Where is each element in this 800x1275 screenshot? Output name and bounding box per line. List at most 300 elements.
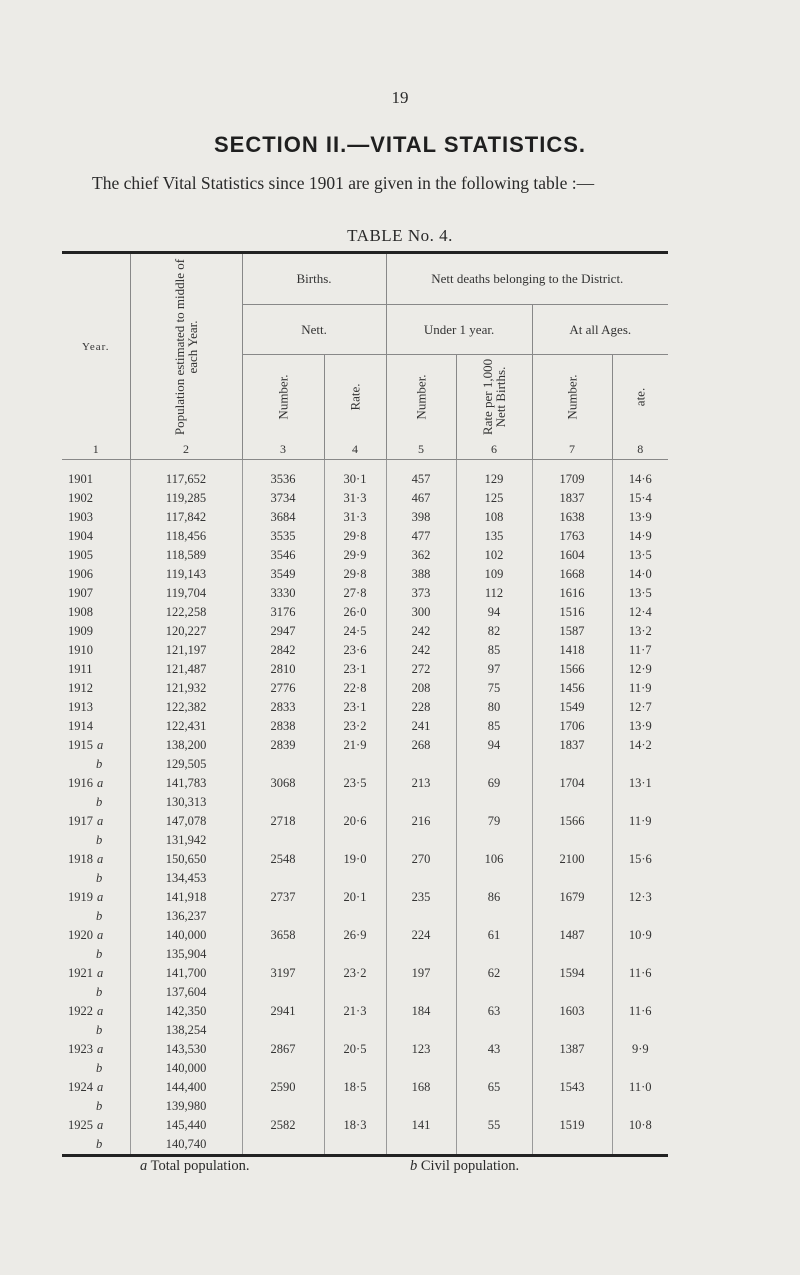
cell-population: 117,842 xyxy=(130,508,242,527)
cell-population: 119,285 xyxy=(130,489,242,508)
year-value: 1903 xyxy=(68,510,93,524)
cell-year xyxy=(62,508,130,527)
cell-births-number: 2737 xyxy=(242,888,324,907)
header-births-rate: Rate. xyxy=(324,355,386,439)
cell-births-number: 3535 xyxy=(242,527,324,546)
intro-paragraph: The chief Vital Statistics since 1901 are given in the following table :— xyxy=(92,173,595,193)
cell-births-number: 3549 xyxy=(242,565,324,584)
cell-deaths-number xyxy=(532,831,612,850)
cell-births-number: 2867 xyxy=(242,1040,324,1059)
cell-death-rate xyxy=(612,755,668,774)
cell-births-number: 2947 xyxy=(242,622,324,641)
cell-infant-mortality-rate: 55 xyxy=(456,1116,532,1135)
cell-infant-deaths-number: 208 xyxy=(386,679,456,698)
cell-infant-deaths-number: 362 xyxy=(386,546,456,565)
header-births-number: Number. xyxy=(242,355,324,439)
cell-deaths-number: 1387 xyxy=(532,1040,612,1059)
cell-year xyxy=(62,717,130,736)
cell-population: 122,431 xyxy=(130,717,242,736)
cell-infant-deaths-number xyxy=(386,907,456,926)
cell-death-rate xyxy=(612,831,668,850)
cell-births-number: 2842 xyxy=(242,641,324,660)
cell-death-rate: 11·6 xyxy=(612,1002,668,1021)
cell-infant-deaths-number: 388 xyxy=(386,565,456,584)
cell-population: 139,980 xyxy=(130,1097,242,1116)
cell-population: 140,000 xyxy=(130,1059,242,1078)
cell-infant-deaths-number xyxy=(386,1059,456,1078)
year-suffix: b xyxy=(96,947,103,961)
cell-death-rate: 11·7 xyxy=(612,641,668,660)
table-row xyxy=(62,470,668,489)
cell-infant-mortality-rate: 129 xyxy=(456,470,532,489)
cell-infant-mortality-rate: 75 xyxy=(456,679,532,698)
cell-infant-mortality-rate: 63 xyxy=(456,1002,532,1021)
cell-year xyxy=(62,584,130,603)
cell-births-rate xyxy=(324,983,386,1002)
cell-death-rate: 14·0 xyxy=(612,565,668,584)
cell-population: 140,740 xyxy=(130,1135,242,1156)
column-number-6: 6 xyxy=(456,439,532,460)
cell-births-rate xyxy=(324,1097,386,1116)
cell-year xyxy=(62,926,130,945)
cell-births-rate xyxy=(324,945,386,964)
table-row xyxy=(62,717,668,736)
cell-deaths-number xyxy=(532,945,612,964)
cell-births-rate: 20·5 xyxy=(324,1040,386,1059)
cell-deaths-number xyxy=(532,1059,612,1078)
cell-infant-deaths-number xyxy=(386,869,456,888)
cell-deaths-number: 1709 xyxy=(532,470,612,489)
cell-births-rate: 31·3 xyxy=(324,508,386,527)
cell-infant-deaths-number: 477 xyxy=(386,527,456,546)
cell-infant-deaths-number xyxy=(386,945,456,964)
cell-births-rate: 27·8 xyxy=(324,584,386,603)
cell-year xyxy=(62,945,130,964)
table-row xyxy=(62,1021,668,1040)
cell-births-rate xyxy=(324,831,386,850)
cell-year xyxy=(62,641,130,660)
cell-year xyxy=(62,1116,130,1135)
cell-infant-mortality-rate: 62 xyxy=(456,964,532,983)
cell-death-rate xyxy=(612,907,668,926)
year-value: 1908 xyxy=(68,605,93,619)
year-suffix: b xyxy=(96,833,103,847)
year-value: 1909 xyxy=(68,624,93,638)
table-row xyxy=(62,869,668,888)
cell-births-rate xyxy=(324,1135,386,1156)
cell-year xyxy=(62,1002,130,1021)
table-row xyxy=(62,641,668,660)
cell-infant-deaths-number: 213 xyxy=(386,774,456,793)
cell-year xyxy=(62,679,130,698)
cell-infant-deaths-number: 300 xyxy=(386,603,456,622)
cell-infant-mortality-rate: 109 xyxy=(456,565,532,584)
year-value: 1906 xyxy=(68,567,93,581)
cell-births-rate: 19·0 xyxy=(324,850,386,869)
cell-infant-mortality-rate: 102 xyxy=(456,546,532,565)
cell-births-number: 3330 xyxy=(242,584,324,603)
cell-year xyxy=(62,489,130,508)
cell-death-rate: 12·7 xyxy=(612,698,668,717)
table-row xyxy=(62,622,668,641)
header-at-all-ages: At all Ages. xyxy=(532,305,668,355)
cell-year xyxy=(62,546,130,565)
cell-infant-deaths-number xyxy=(386,1021,456,1040)
cell-deaths-number xyxy=(532,793,612,812)
cell-death-rate xyxy=(612,1021,668,1040)
cell-deaths-number: 1604 xyxy=(532,546,612,565)
footnote-b: b Civil population. xyxy=(410,1158,520,1174)
header-nett: Nett. xyxy=(242,305,386,355)
cell-death-rate: 14·2 xyxy=(612,736,668,755)
cell-year xyxy=(62,850,130,869)
cell-infant-mortality-rate xyxy=(456,1059,532,1078)
cell-births-rate xyxy=(324,793,386,812)
cell-death-rate: 15·6 xyxy=(612,850,668,869)
cell-infant-deaths-number: 235 xyxy=(386,888,456,907)
cell-births-rate: 23·2 xyxy=(324,717,386,736)
cell-year xyxy=(62,964,130,983)
cell-population: 140,000 xyxy=(130,926,242,945)
table-row xyxy=(62,755,668,774)
cell-population: 134,453 xyxy=(130,869,242,888)
cell-infant-mortality-rate: 106 xyxy=(456,850,532,869)
cell-births-number xyxy=(242,831,324,850)
table-row xyxy=(62,679,668,698)
year-value: 1918 xyxy=(68,852,93,866)
year-value: 1911 xyxy=(68,662,93,676)
cell-population: 141,783 xyxy=(130,774,242,793)
cell-deaths-number: 1487 xyxy=(532,926,612,945)
cell-births-number: 2548 xyxy=(242,850,324,869)
cell-births-number xyxy=(242,869,324,888)
cell-population: 118,456 xyxy=(130,527,242,546)
cell-deaths-number: 1679 xyxy=(532,888,612,907)
cell-deaths-number: 1587 xyxy=(532,622,612,641)
cell-deaths-number: 1594 xyxy=(532,964,612,983)
cell-death-rate xyxy=(612,1135,668,1156)
table-row xyxy=(62,888,668,907)
cell-births-number: 2838 xyxy=(242,717,324,736)
table-row xyxy=(62,565,668,584)
year-suffix: b xyxy=(96,985,103,999)
cell-year xyxy=(62,603,130,622)
cell-deaths-number: 1706 xyxy=(532,717,612,736)
cell-births-rate: 21·9 xyxy=(324,736,386,755)
year-value: 1904 xyxy=(68,529,93,543)
cell-infant-deaths-number: 123 xyxy=(386,1040,456,1059)
cell-population: 119,704 xyxy=(130,584,242,603)
cell-infant-deaths-number: 141 xyxy=(386,1116,456,1135)
cell-births-rate: 26·9 xyxy=(324,926,386,945)
cell-deaths-number: 1704 xyxy=(532,774,612,793)
cell-infant-mortality-rate: 97 xyxy=(456,660,532,679)
year-suffix: a xyxy=(97,738,104,752)
cell-death-rate: 13·9 xyxy=(612,717,668,736)
cell-year xyxy=(62,1021,130,1040)
table-row xyxy=(62,1002,668,1021)
cell-death-rate: 12·3 xyxy=(612,888,668,907)
cell-infant-deaths-number: 467 xyxy=(386,489,456,508)
table-row xyxy=(62,660,668,679)
cell-infant-deaths-number: 457 xyxy=(386,470,456,489)
cell-year xyxy=(62,565,130,584)
year-suffix: b xyxy=(96,871,103,885)
cell-death-rate: 12·9 xyxy=(612,660,668,679)
cell-death-rate xyxy=(612,869,668,888)
cell-year xyxy=(62,869,130,888)
header-population: Population estimated to middle of each Year. xyxy=(130,253,242,440)
cell-deaths-number: 2100 xyxy=(532,850,612,869)
cell-year xyxy=(62,1040,130,1059)
cell-births-number: 3536 xyxy=(242,470,324,489)
cell-infant-deaths-number: 398 xyxy=(386,508,456,527)
year-suffix: a xyxy=(97,1042,104,1056)
header-infant-number: Number. xyxy=(386,355,456,439)
table-row xyxy=(62,698,668,717)
cell-births-number: 3734 xyxy=(242,489,324,508)
cell-death-rate: 10·8 xyxy=(612,1116,668,1135)
cell-year xyxy=(62,888,130,907)
cell-year xyxy=(62,736,130,755)
year-value: 1917 xyxy=(68,814,93,828)
cell-births-rate: 21·3 xyxy=(324,1002,386,1021)
year-value: 1907 xyxy=(68,586,93,600)
cell-births-number: 3658 xyxy=(242,926,324,945)
year-value: 1922 xyxy=(68,1004,93,1018)
page-number: 19 xyxy=(391,88,409,107)
cell-infant-mortality-rate: 79 xyxy=(456,812,532,831)
cell-year xyxy=(62,793,130,812)
cell-death-rate: 11·0 xyxy=(612,1078,668,1097)
cell-death-rate: 14·6 xyxy=(612,470,668,489)
cell-infant-mortality-rate: 80 xyxy=(456,698,532,717)
cell-infant-mortality-rate: 43 xyxy=(456,1040,532,1059)
year-value: 1902 xyxy=(68,491,93,505)
cell-infant-mortality-rate: 94 xyxy=(456,603,532,622)
cell-year xyxy=(62,1135,130,1156)
cell-population: 135,904 xyxy=(130,945,242,964)
year-value: 1916 xyxy=(68,776,93,790)
cell-infant-mortality-rate xyxy=(456,1097,532,1116)
table-row xyxy=(62,489,668,508)
cell-infant-mortality-rate xyxy=(456,983,532,1002)
table-row xyxy=(62,907,668,926)
column-number-5: 5 xyxy=(386,439,456,460)
header-infant-rate: Rate per 1,000 Nett Births. xyxy=(456,355,532,439)
cell-births-rate: 24·5 xyxy=(324,622,386,641)
cell-infant-mortality-rate: 65 xyxy=(456,1078,532,1097)
cell-births-number xyxy=(242,945,324,964)
cell-infant-mortality-rate xyxy=(456,945,532,964)
cell-death-rate: 13·2 xyxy=(612,622,668,641)
cell-births-number: 3197 xyxy=(242,964,324,983)
year-value: 1910 xyxy=(68,643,93,657)
cell-year xyxy=(62,1059,130,1078)
cell-deaths-number: 1603 xyxy=(532,1002,612,1021)
cell-year xyxy=(62,527,130,546)
cell-year xyxy=(62,1097,130,1116)
cell-infant-deaths-number: 268 xyxy=(386,736,456,755)
cell-births-rate: 31·3 xyxy=(324,489,386,508)
cell-births-number: 2718 xyxy=(242,812,324,831)
cell-year xyxy=(62,1078,130,1097)
cell-infant-deaths-number: 242 xyxy=(386,622,456,641)
cell-deaths-number xyxy=(532,907,612,926)
year-value: 1912 xyxy=(68,681,93,695)
year-suffix: a xyxy=(97,890,104,904)
cell-year xyxy=(62,907,130,926)
cell-deaths-number: 1837 xyxy=(532,489,612,508)
cell-year xyxy=(62,774,130,793)
year-suffix: b xyxy=(96,909,103,923)
cell-infant-deaths-number: 184 xyxy=(386,1002,456,1021)
cell-year xyxy=(62,622,130,641)
cell-death-rate: 14·9 xyxy=(612,527,668,546)
cell-births-number xyxy=(242,793,324,812)
cell-births-rate xyxy=(324,1059,386,1078)
table-row xyxy=(62,926,668,945)
year-suffix: b xyxy=(96,1099,103,1113)
cell-deaths-number: 1566 xyxy=(532,660,612,679)
cell-year xyxy=(62,470,130,489)
cell-deaths-number: 1616 xyxy=(532,584,612,603)
table-row xyxy=(62,1059,668,1078)
table-row xyxy=(62,945,668,964)
cell-births-number xyxy=(242,1135,324,1156)
cell-infant-deaths-number: 224 xyxy=(386,926,456,945)
table-row xyxy=(62,1135,668,1156)
cell-infant-mortality-rate: 86 xyxy=(456,888,532,907)
cell-infant-mortality-rate: 69 xyxy=(456,774,532,793)
cell-infant-mortality-rate: 82 xyxy=(456,622,532,641)
table-row xyxy=(62,527,668,546)
cell-births-rate: 23·1 xyxy=(324,698,386,717)
cell-births-number: 2810 xyxy=(242,660,324,679)
cell-death-rate xyxy=(612,1097,668,1116)
cell-population: 150,650 xyxy=(130,850,242,869)
cell-population: 121,932 xyxy=(130,679,242,698)
cell-births-number xyxy=(242,907,324,926)
table-row xyxy=(62,850,668,869)
cell-deaths-number xyxy=(532,1135,612,1156)
year-suffix: b xyxy=(96,795,103,809)
cell-births-number: 2590 xyxy=(242,1078,324,1097)
cell-population: 144,400 xyxy=(130,1078,242,1097)
cell-infant-deaths-number xyxy=(386,1097,456,1116)
cell-population: 120,227 xyxy=(130,622,242,641)
column-number-3: 3 xyxy=(242,439,324,460)
cell-births-number xyxy=(242,1059,324,1078)
year-value: 1925 xyxy=(68,1118,93,1132)
cell-births-rate: 29·9 xyxy=(324,546,386,565)
cell-infant-deaths-number: 270 xyxy=(386,850,456,869)
cell-infant-mortality-rate: 125 xyxy=(456,489,532,508)
header-under-1-year: Under 1 year. xyxy=(386,305,532,355)
table-caption: TABLE No. 4. xyxy=(347,226,453,245)
cell-death-rate: 12·4 xyxy=(612,603,668,622)
cell-births-rate: 22·8 xyxy=(324,679,386,698)
year-suffix: a xyxy=(97,1118,104,1132)
cell-death-rate: 13·1 xyxy=(612,774,668,793)
cell-infant-mortality-rate: 112 xyxy=(456,584,532,603)
cell-deaths-number xyxy=(532,983,612,1002)
column-number-1: 1 xyxy=(62,439,130,460)
cell-births-rate: 20·1 xyxy=(324,888,386,907)
cell-infant-mortality-rate: 135 xyxy=(456,527,532,546)
cell-infant-deaths-number xyxy=(386,793,456,812)
cell-births-number: 2941 xyxy=(242,1002,324,1021)
cell-population: 130,313 xyxy=(130,793,242,812)
footnote-a: a Total population. xyxy=(140,1158,250,1174)
cell-infant-deaths-number: 228 xyxy=(386,698,456,717)
cell-infant-deaths-number: 242 xyxy=(386,641,456,660)
cell-infant-mortality-rate: 61 xyxy=(456,926,532,945)
cell-death-rate: 9·9 xyxy=(612,1040,668,1059)
cell-year xyxy=(62,831,130,850)
cell-infant-deaths-number: 241 xyxy=(386,717,456,736)
year-value: 1919 xyxy=(68,890,93,904)
table-row xyxy=(62,584,668,603)
table-body xyxy=(62,460,668,1156)
cell-population: 122,382 xyxy=(130,698,242,717)
cell-births-rate: 30·1 xyxy=(324,470,386,489)
cell-deaths-number: 1668 xyxy=(532,565,612,584)
cell-infant-deaths-number: 216 xyxy=(386,812,456,831)
year-value: 1920 xyxy=(68,928,93,942)
year-suffix: a xyxy=(97,966,104,980)
cell-infant-deaths-number xyxy=(386,831,456,850)
year-value: 1923 xyxy=(68,1042,93,1056)
year-value: 1924 xyxy=(68,1080,93,1094)
cell-population: 119,143 xyxy=(130,565,242,584)
cell-infant-deaths-number xyxy=(386,1135,456,1156)
cell-population: 145,440 xyxy=(130,1116,242,1135)
cell-population: 121,197 xyxy=(130,641,242,660)
table-row xyxy=(62,1116,668,1135)
cell-deaths-number xyxy=(532,869,612,888)
cell-death-rate: 11·9 xyxy=(612,812,668,831)
cell-death-rate: 13·5 xyxy=(612,584,668,603)
section-title: SECTION II.—VITAL STATISTICS. xyxy=(213,132,587,157)
cell-infant-mortality-rate xyxy=(456,869,532,888)
year-value: 1914 xyxy=(68,719,93,733)
cell-infant-deaths-number xyxy=(386,755,456,774)
cell-population: 147,078 xyxy=(130,812,242,831)
cell-deaths-number: 1516 xyxy=(532,603,612,622)
cell-infant-mortality-rate xyxy=(456,793,532,812)
year-value: 1913 xyxy=(68,700,93,714)
table-row xyxy=(62,793,668,812)
year-value: 1915 xyxy=(68,738,93,752)
cell-infant-mortality-rate: 108 xyxy=(456,508,532,527)
column-number-7: 7 xyxy=(532,439,612,460)
table-row xyxy=(62,1040,668,1059)
cell-births-number: 2776 xyxy=(242,679,324,698)
cell-population: 136,237 xyxy=(130,907,242,926)
cell-births-number xyxy=(242,983,324,1002)
cell-infant-mortality-rate: 94 xyxy=(456,736,532,755)
cell-death-rate: 15·4 xyxy=(612,489,668,508)
year-suffix: b xyxy=(96,1023,103,1037)
cell-deaths-number: 1543 xyxy=(532,1078,612,1097)
cell-births-rate: 23·2 xyxy=(324,964,386,983)
cell-births-rate: 23·5 xyxy=(324,774,386,793)
cell-infant-mortality-rate xyxy=(456,1021,532,1040)
cell-births-rate: 23·1 xyxy=(324,660,386,679)
cell-births-number: 3176 xyxy=(242,603,324,622)
cell-death-rate: 11·9 xyxy=(612,679,668,698)
